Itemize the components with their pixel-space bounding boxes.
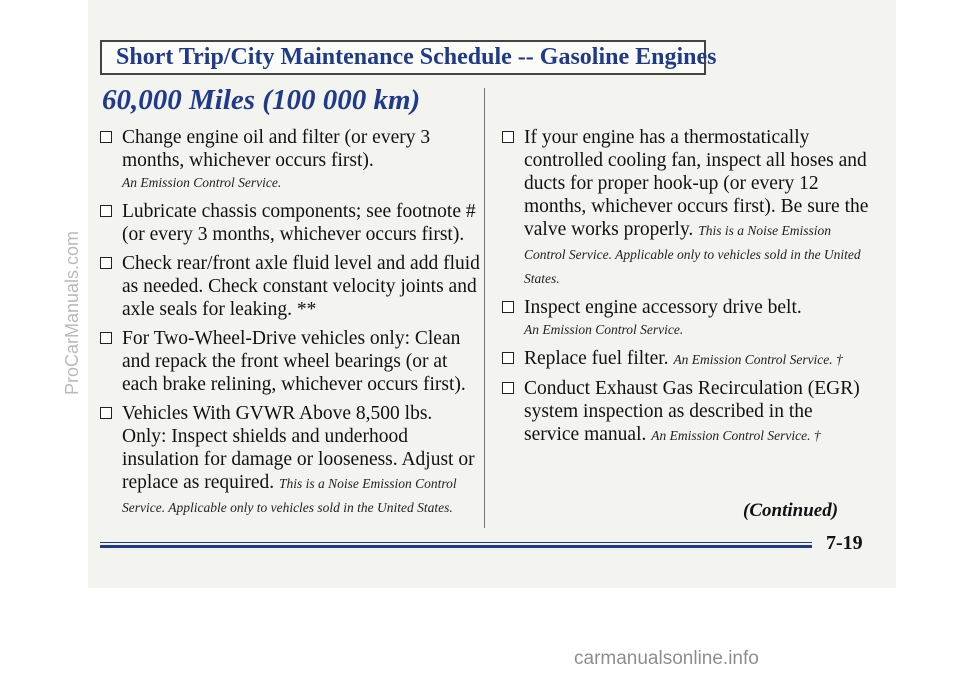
item-text: For Two-Wheel-Drive vehicles only: Clean and repack the front wheel bearings (or at each brake relining, whichever occurs first). — [122, 328, 466, 395]
continued-label: (Continued) — [743, 500, 839, 521]
item-text: Check rear/front axle fluid level and add fluid as needed. Check constant velocity joints and axle seals for leaking. ** — [122, 253, 480, 320]
checkbox-icon — [502, 131, 514, 143]
item-text: If your engine has a thermostatically controlled cooling fan, inspect all hoses and ducts for proper hook-up (or every 12 months, whichever occurs first). Be sure the valve works properly. — [524, 127, 869, 240]
checkbox-icon — [100, 257, 112, 269]
footer-rule-thick — [100, 545, 812, 548]
section-subtitle: 60,000 Miles (100 000 km) — [102, 84, 421, 116]
checklist-item — [100, 252, 480, 321]
checkbox-icon — [502, 382, 514, 394]
checklist-item — [502, 347, 872, 371]
item-note: This is a Noise Emission Control Service. Applicable only to vehicles sold in the United States. — [524, 223, 861, 286]
item-text: Change engine oil and filter (or every 3 months, whichever occurs first). — [122, 127, 431, 171]
checklist-item — [100, 126, 480, 172]
checkbox-icon — [100, 407, 112, 419]
item-text: Replace fuel filter. — [524, 348, 669, 369]
footer-rule-thin — [100, 542, 812, 543]
checkbox-icon — [100, 332, 112, 344]
item-note: An Emission Control Service. † — [673, 352, 843, 367]
checklist-item — [502, 377, 872, 447]
item-note: An Emission Control Service. — [122, 175, 282, 190]
item-note: This is a Noise Emission Control Service. Applicable only to vehicles sold in the United States. — [122, 476, 457, 515]
checkbox-icon — [502, 352, 514, 364]
side-watermark: ProCarManuals.com — [62, 230, 82, 395]
page-number: 7-19 — [826, 532, 863, 554]
item-note: An Emission Control Service. — [524, 322, 684, 337]
checklist-item — [100, 402, 480, 519]
item-note: An Emission Control Service. † — [651, 428, 821, 443]
bottom-watermark[interactable]: carmanualsonline.info — [574, 648, 759, 669]
checkbox-icon — [502, 301, 514, 313]
checklist-item — [100, 327, 480, 396]
item-text: Lubricate chassis components; see footnote # (or every 3 months, whichever occurs first). — [122, 201, 476, 245]
checkbox-icon — [100, 131, 112, 143]
checklist-item — [100, 200, 480, 246]
checklist-item — [502, 296, 872, 319]
left-column — [100, 126, 480, 519]
checkbox-icon — [100, 205, 112, 217]
item-text: Vehicles With GVWR Above 8,500 lbs. Only: Inspect shields and underhood insulation for damage or looseness. Adjust or replace as required. — [122, 403, 475, 493]
item-text: Inspect engine accessory drive belt. — [524, 297, 802, 318]
item-text: Conduct Exhaust Gas Recirculation (EGR) system inspection as described in the service manual. — [524, 378, 860, 445]
page-title: Short Trip/City Maintenance Schedule -- Gasoline Engines — [116, 44, 717, 70]
right-column — [502, 126, 872, 447]
column-divider — [484, 88, 485, 528]
checklist-item — [502, 126, 872, 290]
